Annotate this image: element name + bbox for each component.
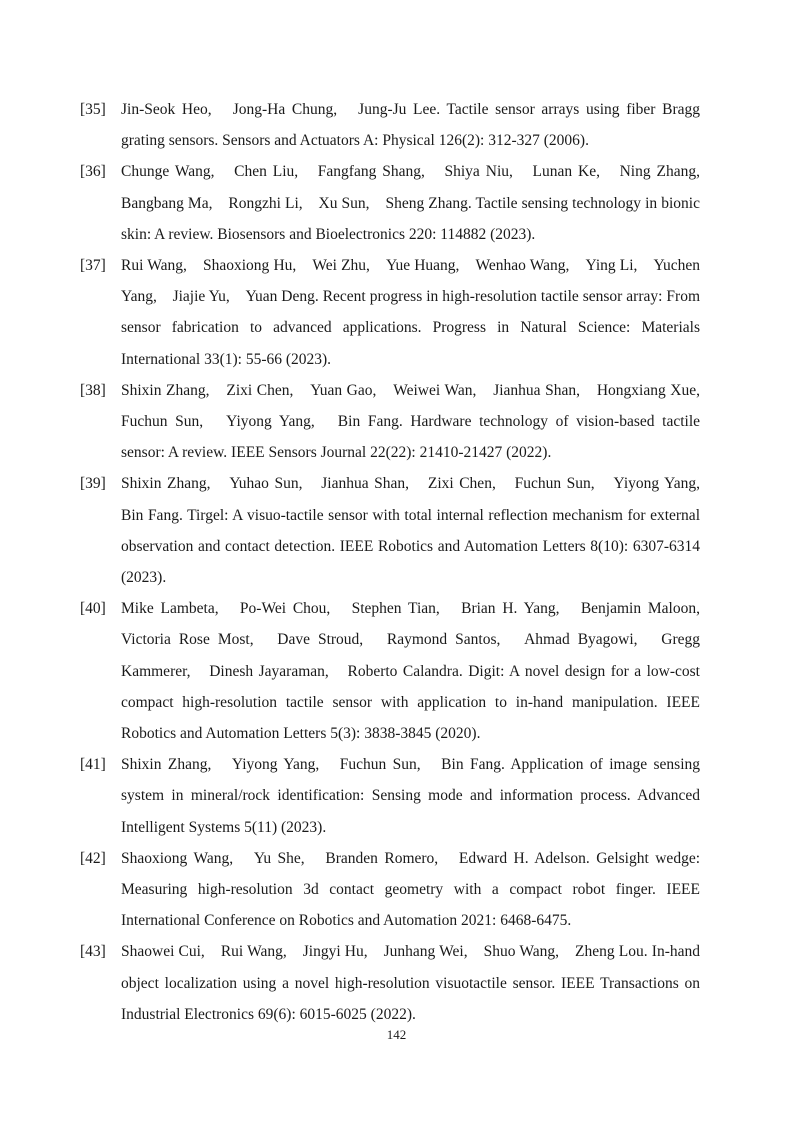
- reference-number: [41]: [80, 756, 106, 774]
- reference-text: Rui Wang, Shaoxiong Hu, Wei Zhu, Yue Huang, Wenhao Wang, Ying Li, Yuchen Yang, Jiajie Yu, Yuan Deng. Recent progress in high-resolution tactile sensor array: From sensor fabrication to advanced applications. Progress in Natural Science: Materials International 33(1): 55-66 (2023).: [121, 257, 700, 368]
- reference-37: [80, 250, 700, 375]
- reference-text: Shixin Zhang, Yiyong Yang, Fuchun Sun, Bin Fang. Application of image sensing system in mineral/rock identification: Sensing mode and information process. Advanced Intelligent Systems 5(11) (2023).: [121, 756, 700, 836]
- page-number: 142: [386, 1027, 407, 1042]
- reference-text: Chunge Wang, Chen Liu, Fangfang Shang, Shiya Niu, Lunan Ke, Ning Zhang, Bangbang Ma, Rongzhi Li, Xu Sun, Sheng Zhang. Tactile sensing technology in bionic skin: A review. Biosensors and Bioelectronics 220: 114882 (2023).: [121, 163, 716, 243]
- reference-42: [80, 843, 700, 937]
- reference-number: [42]: [80, 849, 106, 867]
- reference-number: [39]: [80, 475, 106, 493]
- reference-text: Shixin Zhang, Yuhao Sun, Jianhua Shan, Zixi Chen, Fuchun Sun, Yiyong Yang, Bin Fang. Tirgel: A visuo-tactile sensor with total internal reflection mechanism for external observation and contact detection. IEEE Robotics and Automation Letters 8(10): 6307-6314 (2023).: [121, 475, 716, 587]
- reference-text: Mike Lambeta, Po-Wei Chou, Stephen Tian, Brian H. Yang, Benjamin Maloon, Victoria Rose Most, Dave Stroud, Raymond Santos, Ahmad Byagowi, Gregg Kammerer, Dinesh Jayaraman, Roberto Calandra. Digit: A novel design for a low-cost compact high-resolution tactile sensor with application to in-hand manipulation. IEEE Robotics and Automation Letters 5(3): 3838-3845 (2020).: [121, 600, 716, 743]
- reference-number: [38]: [80, 381, 106, 399]
- reference-35: [80, 94, 700, 156]
- reference-40: [80, 593, 716, 749]
- reference-number: [40]: [80, 600, 106, 618]
- reference-39: [80, 468, 716, 593]
- reference-41: [80, 749, 700, 843]
- reference-text: Jin-Seok Heo, Jong-Ha Chung, Jung-Ju Lee. Tactile sensor arrays using fiber Bragg grating sensors. Sensors and Actuators A: Physical 126(2): 312-327 (2006).: [121, 101, 700, 150]
- reference-43: [80, 936, 700, 1030]
- reference-36: [80, 156, 716, 250]
- reference-text: Shaoxiong Wang, Yu She, Branden Romero, Edward H. Adelson. Gelsight wedge: Measuring high-resolution 3d contact geometry with a compact robot finger. IEEE International Conference on Robotics and Automation 2021: 6468-6475.: [121, 849, 700, 930]
- reference-number: [37]: [80, 257, 106, 275]
- reference-text: Shixin Zhang, Zixi Chen, Yuan Gao, Weiwei Wan, Jianhua Shan, Hongxiang Xue, Fuchun Sun, Yiyong Yang, Bin Fang. Hardware technology of vision-based tactile sensor: A review. IEEE Sensors Journal 22(22): 21410-21427 (2022).: [121, 381, 716, 462]
- reference-number: [43]: [80, 943, 106, 961]
- reference-list: [80, 94, 716, 1030]
- reference-number: [36]: [80, 163, 106, 181]
- reference-38: [80, 375, 716, 469]
- reference-text: Shaowei Cui, Rui Wang, Jingyi Hu, Junhang Wei, Shuo Wang, Zheng Lou. In-hand object localization using a novel high-resolution visuotactile sensor. IEEE Transactions on Industrial Electronics 69(6): 6015-6025 (2022).: [121, 943, 700, 1023]
- reference-number: [35]: [80, 101, 106, 118]
